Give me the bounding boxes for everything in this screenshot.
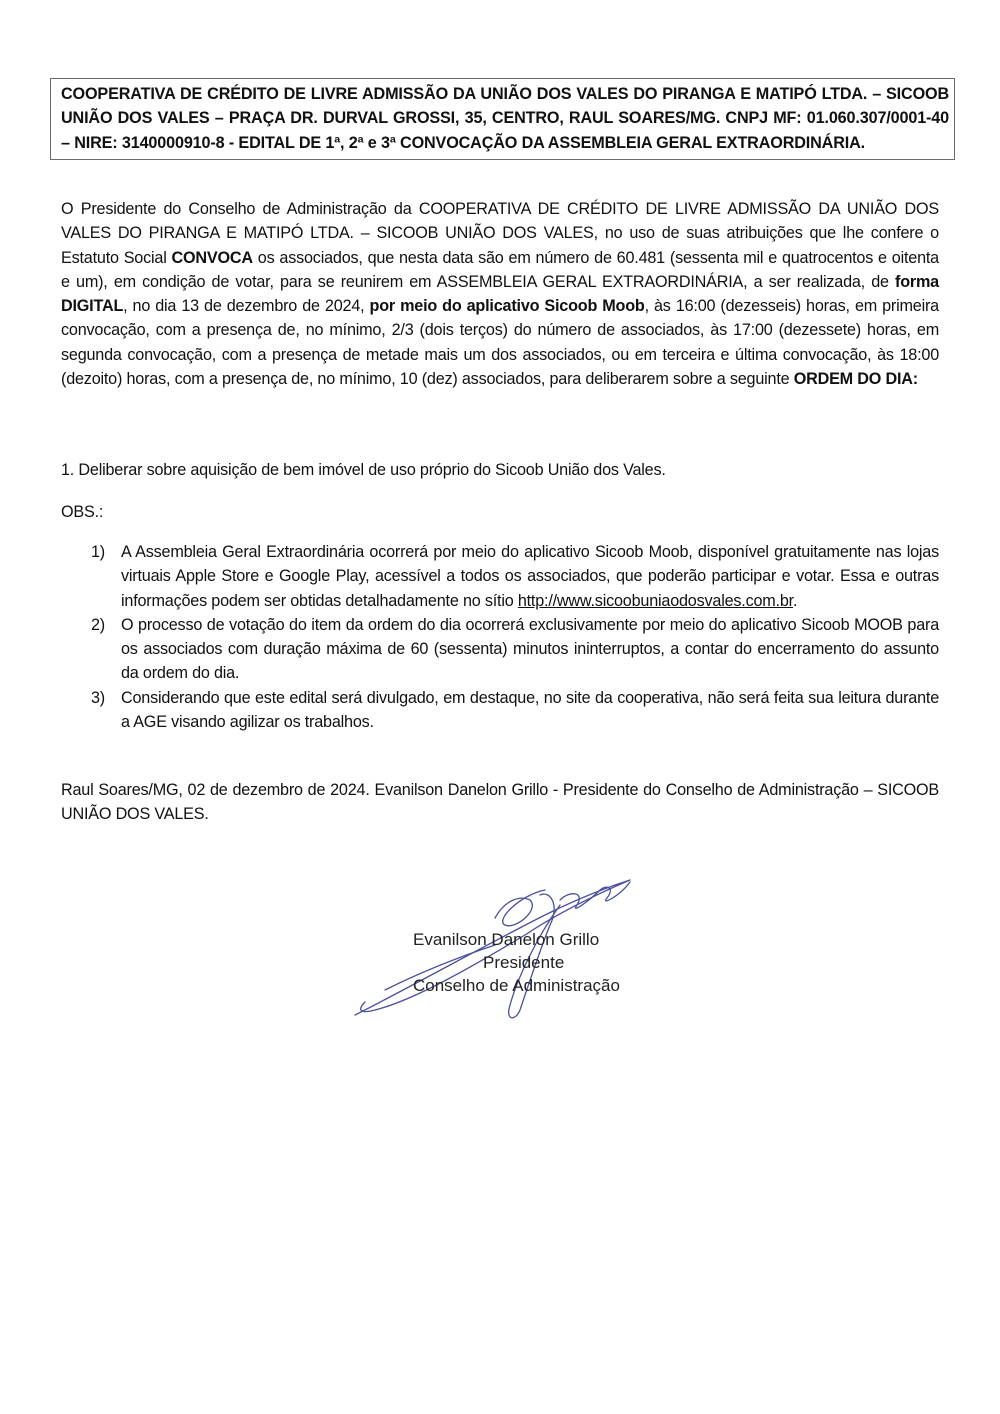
signature-caption	[413, 928, 620, 997]
obs-list	[61, 540, 939, 734]
signature-stroke	[560, 882, 630, 908]
obs-list-item	[61, 540, 939, 613]
intro-text-3: , no dia 13 de dezembro de 2024,	[123, 297, 370, 316]
agenda-section	[61, 458, 939, 482]
convocation-paragraph	[61, 197, 939, 391]
intro-text-2: os associados, que nesta data são em número de 60.481 (sessenta mil e quatrocentos e oitenta e um), em condição de votar, para se reunirem em ASSEMBLEIA GERAL EXTRAORDINÁRIA, a ser realizada, de	[61, 248, 939, 291]
document-header-box	[50, 78, 955, 160]
signature-stroke	[495, 890, 545, 926]
obs-list-item	[61, 686, 939, 735]
obs-item-number: 2)	[91, 615, 105, 634]
obs-item-text: A Assembleia Geral Extraordinária ocorrerá por meio do aplicativo Sicoob Moob, disponível gratuitamente nas lojas virtuais Apple Store e Google Play, acessível a todos os associados, que poderão participar e votar. Essa e outras informações podem ser obtidas detalhadamente no sítio	[121, 543, 939, 610]
document-title: COOPERATIVA DE CRÉDITO DE LIVRE ADMISSÃO DA UNIÃO DOS VALES DO PIRANGA E MATIPÓ LTDA. – SICOOB UNIÃO DOS VALES – PRAÇA DR. DURVAL GROSSI, 35, CENTRO, RAUL SOARES/MG. CNPJ MF: 01.060.307/0001-40 – NIRE: 3140000910-8 - EDITAL DE 1ª, 2ª e 3ª CONVOCAÇÃO DA ASSEMBLEIA GERAL EXTRAORDINÁRIA.	[61, 85, 949, 152]
intro-text-1: O Presidente do Conselho de Administração da COOPERATIVA DE CRÉDITO DE LIVRE ADMISSÃO DA UNIÃO DOS VALES DO PIRANGA E MATIPÓ LTDA. – SICOOB UNIÃO DOS VALES, no uso de suas atribuições que lhe confere o Estatuto Social	[61, 200, 939, 267]
intro-bold-ordem-do-dia: ORDEM DO DIA:	[793, 370, 918, 389]
obs-item-number: 1)	[91, 543, 105, 561]
signatory-name: Evanilson Danelon Grillo	[413, 930, 600, 949]
obs-section	[61, 500, 939, 524]
obs-item-text: O processo de votação do item da ordem do dia ocorrerá exclusivamente por meio do aplicativo Sicoob MOOB para os associados com duração máxima de 60 (sessenta) minutos ininterruptos, a contar do encerramento do assunto da ordem do dia.	[121, 615, 939, 683]
obs-item-punct: .	[792, 591, 798, 610]
website-link[interactable]: http://www.sicoobuniaodosvales.com.br	[517, 591, 793, 610]
agenda-item: 1. Deliberar sobre aquisição de bem imóvel de uso próprio do Sicoob União dos Vales.	[61, 461, 666, 479]
intro-text-4: , às 16:00 (dezesseis) horas, em primeira convocação, com a presença de, no mínimo, 2/3 (dois terços) do número de associados, às 17:00 (dezessete) horas, em segunda convocação, com a presença de metade mais um dos associados, ou em terceira e última convocação, às 18:00 (dezoito) horas, com a presença de, no mínimo, 10 (dez) associados, para deliberarem sobre a seguinte	[61, 297, 939, 389]
closing-text: Raul Soares/MG, 02 de dezembro de 2024. Evanilson Danelon Grillo - Presidente do Conselho de Administração – SICOOB UNIÃO DOS VALES.	[61, 781, 939, 824]
intro-bold-app: por meio do aplicativo Sicoob Moob	[369, 297, 645, 316]
signature-block	[345, 870, 685, 1030]
obs-item-number: 3)	[91, 688, 105, 707]
closing-paragraph	[61, 778, 939, 827]
signatory-role: Presidente	[483, 953, 565, 972]
obs-item-text: Considerando que este edital será divulgado, em destaque, no site da cooperativa, não será feita sua leitura durante a AGE visando agilizar os trabalhos.	[121, 688, 939, 732]
intro-bold-convoca: CONVOCA	[171, 248, 253, 267]
signatory-council: Conselho de Administração	[413, 976, 620, 995]
obs-label: OBS.:	[61, 503, 104, 521]
obs-list-item	[61, 613, 939, 686]
intro-bold-forma-digital: forma DIGITAL	[61, 272, 939, 316]
